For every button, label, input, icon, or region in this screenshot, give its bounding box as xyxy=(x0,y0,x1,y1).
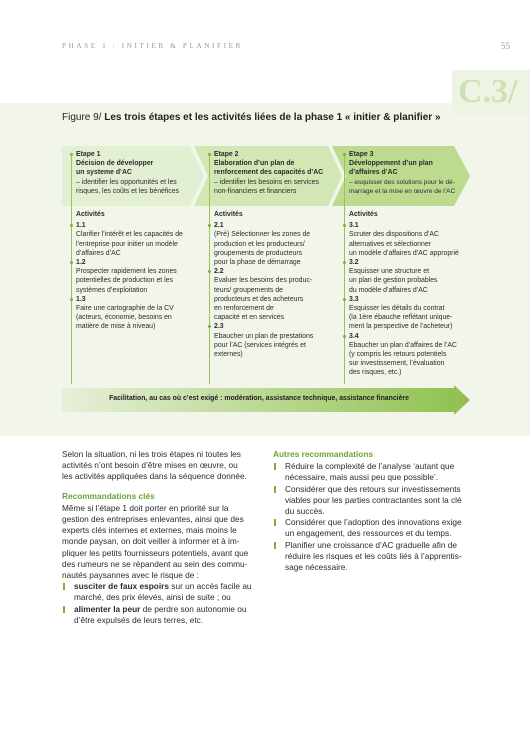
activity-text-line: Faire une cartographie de la CV xyxy=(76,305,174,313)
activity-number: 3.3 xyxy=(349,295,477,304)
recommendation-line: Même si l’étape 1 doit porter en priorité sur la xyxy=(62,502,229,513)
activities-heading: Activités xyxy=(76,211,105,218)
stage-3-desc-line-1: – esquisser des solutions pour le dé- xyxy=(349,178,455,186)
stage-3-title-line-2: d’affaires d’AC xyxy=(349,169,398,177)
risk-item-text: de perdre son autonomie ou xyxy=(140,603,247,614)
activity-number: 2.3 xyxy=(214,322,339,331)
stage-1 xyxy=(76,150,179,196)
activity-text-line: Evaluer les besoins des produc- xyxy=(214,277,313,285)
recommendation-item xyxy=(273,484,488,518)
activity-text-line: un plan de gestion probables xyxy=(349,277,438,285)
recommendation-text: Réduire la complexité de l’analyse ‘autant que xyxy=(285,461,455,472)
recommendation-text: viables pour les parties contractantes sont la clé xyxy=(285,494,462,505)
stage-3-desc-line-2: marrage et la mise en œuvre de l’AC xyxy=(349,187,456,195)
activities-column-2 xyxy=(214,210,339,359)
stage-1-desc-line-1: – identifier les opportunités et les xyxy=(76,178,177,186)
risk-item-emphasis: alimenter la peur xyxy=(74,603,141,614)
activity-text-line: sur investissement, l’évaluation xyxy=(349,360,445,368)
activity-text-line: (Pré) Sélectionner les zones de xyxy=(214,231,311,239)
section-tag: C.3/ xyxy=(452,70,530,114)
recommendation-line: nautés paysannes avec le risque de : xyxy=(62,570,199,581)
running-header: PHASE 1 : INITIER & PLANIFIER xyxy=(62,42,244,50)
recommendation-item xyxy=(273,540,488,574)
recommendation-item xyxy=(273,461,488,483)
recommendation-line: des rumeurs ne se répandent au sein des commu- xyxy=(62,558,248,569)
activity-text-line: Prospecter rapidement les zones xyxy=(76,268,177,276)
activity-text-line: matière de mise à niveau) xyxy=(76,323,156,331)
page-number: 55 xyxy=(501,41,510,51)
figure-label: Figure 9/ xyxy=(62,112,102,123)
activity-text-line: pour la phase de démarrage xyxy=(214,259,301,267)
other-recommendations-list xyxy=(273,461,488,573)
activity-text-line: externes) xyxy=(214,351,243,359)
activity-text-line: (y compris les retours potentiels xyxy=(349,351,447,359)
stage-1-title-line-1: Décision de développer xyxy=(76,160,154,168)
recommendation-text: Considérer que l’adoption des innovations exige xyxy=(285,517,462,528)
intro-line: activités n’ont besoin d’être mises en œuvre, ou xyxy=(62,460,238,471)
recommendation-text: Planifier une croissance d’AC graduelle afin de xyxy=(285,539,458,550)
stage-3-number: Etape 3 xyxy=(349,151,374,158)
activity-text-line: du modèle d’affaires d’AC xyxy=(349,286,428,294)
stage-2-number: Etape 2 xyxy=(214,151,239,158)
stage-3-connector-line xyxy=(344,156,345,384)
activity-text-line: en renforcement de xyxy=(214,305,274,313)
activity-text-line: ment la perspective de l’acheteur) xyxy=(349,323,453,331)
recommendation-item xyxy=(273,517,488,539)
stage-2-desc-line-2: non-financiers et financiers xyxy=(214,187,297,195)
recommendation-text: réduire les risques et les coûts liés à l’apprentis- xyxy=(285,550,462,561)
activities-column-3 xyxy=(349,210,477,378)
stage-2-title-line-2: renforcement des capacités d’AC xyxy=(214,169,324,177)
recommendation-text: Considérer que des retours sur investissements xyxy=(285,483,461,494)
activity-text-line: (acteurs, économie, besoins en xyxy=(76,314,172,322)
recommendation-line: monde paysan, on doit veiller à informer et à im- xyxy=(62,536,240,547)
activities-heading: Activités xyxy=(214,211,243,218)
activity-text-line: capacité et en services xyxy=(214,314,285,322)
activity-number: 2.1 xyxy=(214,221,339,230)
stage-1-desc-line-2: risques, les coûts et les bénéfices xyxy=(76,187,180,195)
recommendation-line: gestion des entreprises enlevantes, ainsi que des xyxy=(62,514,244,525)
recommendation-line: experts clés internes et externes, mais moins le xyxy=(62,525,237,536)
activity-number: 1.2 xyxy=(76,258,204,267)
risk-item-emphasis: susciter de faux espoirs xyxy=(74,581,169,592)
activity-text-line: Ebaucher un plan d’affaires de l’AC xyxy=(349,341,457,349)
key-recommendations-heading: Recommandations clés xyxy=(62,490,155,501)
risk-item xyxy=(62,581,267,603)
facilitation-label: Facilitation, au cas où c’est exigé : modération, assistance technique, assistance financière xyxy=(109,395,409,402)
activities-heading: Activités xyxy=(349,211,378,218)
activity-text-line: production et les producteurs/ xyxy=(214,240,305,248)
activity-text-line: pour l’AC (services intégrés et xyxy=(214,341,306,349)
activity-number: 3.4 xyxy=(349,332,477,341)
stage-1-number: Etape 1 xyxy=(76,151,101,158)
activity-text-line: producteurs et des acheteurs xyxy=(214,295,304,303)
risk-list xyxy=(62,581,267,626)
other-recommendations-heading: Autres recommandations xyxy=(273,449,374,459)
activity-number: 2.2 xyxy=(214,267,339,276)
activity-text-line: d’affaires d’AC xyxy=(76,249,121,257)
recommendation-text: un engagement, des ressources et du temps. xyxy=(285,528,452,539)
activities-column-1 xyxy=(76,210,204,332)
activity-text-line: teurs/ groupements de xyxy=(214,286,283,294)
stage-3 xyxy=(349,150,455,196)
activity-text-line: alternatives et sélectionner xyxy=(349,240,431,248)
recommendation-line: pliquer les petits fournisseurs potentiels, avant que xyxy=(62,547,249,558)
activity-text-line: Ebaucher un plan de prestations xyxy=(214,332,314,340)
activity-number: 1.3 xyxy=(76,295,204,304)
risk-item-text: sur un accès facile au xyxy=(169,581,252,592)
activity-number: 3.2 xyxy=(349,258,477,267)
stage-2 xyxy=(214,150,323,196)
activity-number: 1.1 xyxy=(76,221,204,230)
figure-title xyxy=(62,112,441,123)
recommendation-text: nécessaire, mais aussi peu que possible’. xyxy=(285,472,439,483)
key-recommendations-paragraph xyxy=(62,503,267,581)
stage-1-connector-line xyxy=(71,156,72,384)
activity-text-line: groupements de producteurs xyxy=(214,249,303,257)
activity-text-line: Scruter des dispositions d’AC xyxy=(349,231,440,239)
recommendation-text: du succès. xyxy=(285,506,325,517)
activity-text-line: Clarifier l’intérêt et les capacités de xyxy=(76,231,183,239)
activity-text-line: systèmes d’exploitation xyxy=(76,286,148,294)
activity-text-line: Esquisser une structure et xyxy=(349,268,430,276)
activity-number: 3.1 xyxy=(349,221,477,230)
risk-item-text: marché, des prix élevés, ainsi de suite ; ou xyxy=(74,592,231,603)
stage-2-desc-line-1: – identifier les besoins en services xyxy=(214,178,319,186)
stage-3-title-line-1: Développement d’un plan xyxy=(349,160,433,168)
activity-text-line: (la 1ère ébauche reflétant unique- xyxy=(349,314,453,322)
risk-item-text: d’être expulsés de leurs terres, etc. xyxy=(74,614,204,625)
activity-text-line: potentielles de production et les xyxy=(76,277,173,285)
risk-item xyxy=(62,604,267,626)
left-column xyxy=(62,449,267,626)
recommendation-text: sage nécessaire. xyxy=(285,562,348,573)
intro-line: Selon la situation, ni les trois étapes ni toutes les xyxy=(62,449,241,459)
activity-text-line: un modèle d’affaires d’AC approprié xyxy=(349,249,459,257)
intro-line: les activités appliquées dans la séquence donnée. xyxy=(62,471,247,482)
stage-1-title-line-2: un systeme d’AC xyxy=(76,169,132,177)
intro-paragraph xyxy=(62,449,267,483)
figure-caption: Les trois étapes et les activités liées de la phase 1 « initier & planifier » xyxy=(104,112,441,123)
right-column xyxy=(273,449,488,573)
stage-2-title-line-1: Elaboration d’un plan de xyxy=(214,160,295,168)
activity-text-line: des risques, etc.) xyxy=(349,369,402,377)
activity-text-line: Esquisser les détails du contrat xyxy=(349,305,445,313)
activity-text-line: l’entreprise pour initier un modèle xyxy=(76,240,178,248)
